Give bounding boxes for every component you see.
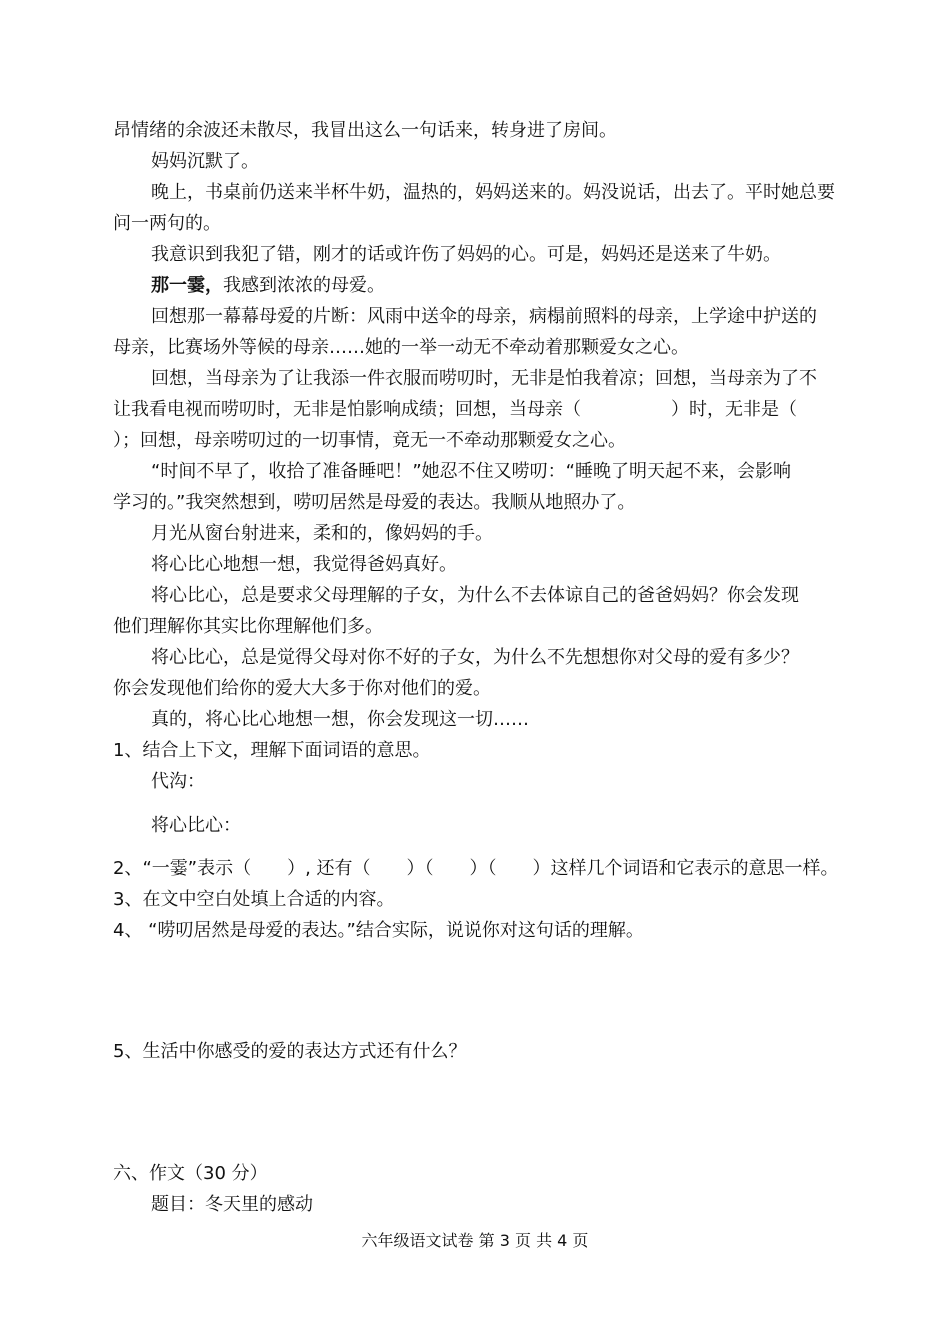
- passage-line: 回想，当母亲为了让我添一件衣服而唠叨时，无非是怕我着凉；回想，当母亲为了不: [151, 368, 817, 389]
- passage-line: 让我看电视而唠叨时，无非是怕影响成绩；回想，当母亲（ ）时，无非是（: [113, 399, 797, 420]
- passage-line: 我意识到我犯了错，刚才的话或许伤了妈妈的心。可是，妈妈还是送来了牛奶。: [151, 244, 781, 265]
- bold-phrase: 那一霎，: [151, 275, 223, 296]
- passage-line-rest: 我感到浓浓的母爱。: [223, 275, 385, 296]
- passage-line: 学习的。”我突然想到，唠叨居然是母爱的表达。我顺从地照办了。: [113, 492, 636, 513]
- passage-line: 真的，将心比心地想一想，你会发现这一切……: [151, 709, 529, 730]
- passage-line: 昂情绪的余波还未散尽，我冒出这么一句话来，转身进了房间。: [113, 120, 617, 141]
- composition-topic: 题目：冬天里的感动: [151, 1194, 313, 1215]
- question-4: 4、 “唠叨居然是母爱的表达。”结合实际，说说你对这句话的理解。: [113, 920, 644, 941]
- passage-line: 你会发现他们给你的爱大大多于你对他们的爱。: [113, 678, 491, 699]
- passage-line: 问一两句的。: [113, 213, 221, 234]
- question-1-term-jiangxin: 将心比心：: [151, 815, 241, 836]
- passage-line: 母亲，比赛场外等候的母亲……她的一举一动无不牵动着那颗爱女之心。: [113, 337, 689, 358]
- passage-line: 他们理解你其实比你理解他们多。: [113, 616, 383, 637]
- question-3: 3、在文中空白处填上合适的内容。: [113, 889, 395, 910]
- passage-line-with-bold: [151, 270, 881, 301]
- passage-line: ）；回想，母亲唠叨过的一切事情，竟无一不牵动那颗爱女之心。: [113, 430, 626, 451]
- passage-line: 月光从窗台射进来，柔和的，像妈妈的手。: [151, 523, 493, 544]
- passage-line: 将心比心，总是要求父母理解的子女，为什么不去体谅自己的爸爸妈妈？你会发现: [151, 585, 799, 606]
- passage-line: 将心比心地想一想，我觉得爸妈真好。: [151, 554, 457, 575]
- question-2: 2、“一霎”表示（ ）, 还有（ ）（ ）（ ）这样几个词语和它表示的意思一样。: [113, 858, 839, 879]
- question-1-term-daigou: 代沟：: [151, 771, 205, 792]
- passage-line: 妈妈沉默了。: [151, 151, 259, 172]
- page-footer: 六年级语文试卷 第 3 页 共 4 页: [361, 1231, 589, 1250]
- composition-heading: 六、作文（30 分）: [113, 1163, 268, 1184]
- question-5: 5、生活中你感受的爱的表达方式还有什么？: [113, 1041, 467, 1062]
- passage-line: 回想那一幕幕母爱的片断：风雨中送伞的母亲，病榻前照料的母亲，上学途中护送的: [151, 306, 817, 327]
- passage-line: 晚上，书桌前仍送来半杯牛奶，温热的，妈妈送来的。妈没说话，出去了。平时她总要: [151, 182, 835, 203]
- passage-line: “时间不早了，收拾了准备睡吧！”她忍不住又唠叨：“睡晚了明天起不来，会影响: [151, 461, 791, 482]
- question-1: 1、结合上下文，理解下面词语的意思。: [113, 740, 431, 761]
- passage-line: 将心比心，总是觉得父母对你不好的子女，为什么不先想想你对父母的爱有多少？: [151, 647, 799, 668]
